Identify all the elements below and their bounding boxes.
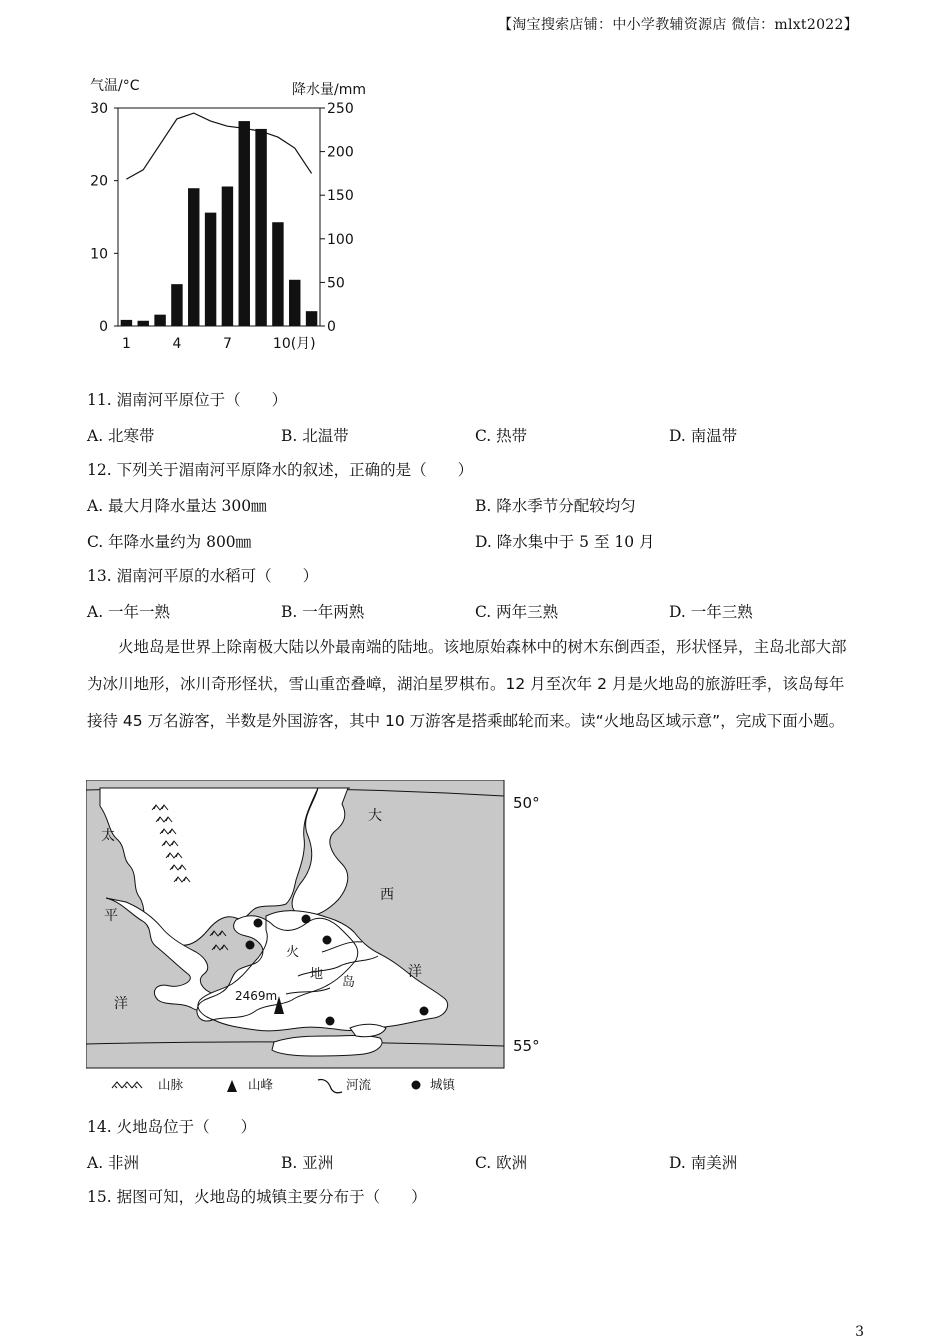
- atlantic-label-2: 西: [380, 887, 394, 903]
- question-14-stem: 14. 火地岛位于（ ）: [87, 1118, 257, 1136]
- month-tick-label: 10(月): [272, 336, 316, 352]
- question-11-stem: 11. 湄南河平原位于（ ）: [87, 391, 288, 409]
- q13-option-c: C. 两年三熟: [475, 603, 559, 621]
- q13-option-b: B. 一年两熟: [281, 603, 365, 621]
- atlantic-label-3: 洋: [408, 964, 422, 980]
- month-tick-label: 1: [121, 336, 131, 352]
- q11-option-b: B. 北温带: [281, 427, 349, 445]
- precip-tick-label: 200: [327, 144, 354, 161]
- town-dot: [254, 919, 263, 928]
- town-dot: [323, 936, 332, 945]
- precip-bar: [272, 222, 283, 326]
- temp-tick-label: 20: [90, 173, 108, 190]
- legend-mountain-label: 山脉: [158, 1077, 184, 1092]
- precip-tick-label: 100: [327, 231, 354, 248]
- q12-option-c: C. 年降水量约为 800㎜: [87, 533, 252, 551]
- question-13-stem: 13. 湄南河平原的水稻可（ ）: [87, 567, 319, 585]
- precip-bar: [205, 213, 216, 326]
- peak-elevation-label: 2469m: [235, 989, 278, 1003]
- legend-river-label: 河流: [346, 1077, 372, 1092]
- town-dot: [302, 915, 311, 924]
- q13-option-a: A. 一年一熟: [87, 603, 171, 621]
- pacific-label-3: 洋: [114, 996, 128, 1012]
- climate-chart: [80, 72, 390, 362]
- q14-option-a: A. 非洲: [87, 1154, 140, 1172]
- temp-axis-label: 气温/°C: [90, 78, 140, 94]
- precip-tick-label: 50: [327, 275, 345, 292]
- island-label-2: 地: [310, 967, 324, 982]
- precip-bar: [171, 284, 182, 326]
- island-label-1: 火: [286, 945, 300, 960]
- precip-bar: [306, 311, 317, 326]
- temp-tick-label: 0: [99, 319, 108, 335]
- lat-55-label: 55°: [513, 1037, 540, 1055]
- q13-option-d: D. 一年三熟: [669, 603, 753, 621]
- question-15-stem: 15. 据图可知，火地岛的城镇主要分布于（ ）: [87, 1188, 427, 1206]
- legend-mountain-icon: [112, 1082, 142, 1088]
- precip-bar: [239, 121, 250, 326]
- legend-river-icon: [318, 1079, 342, 1092]
- precip-bar: [255, 129, 266, 326]
- town-dot: [246, 941, 255, 950]
- atlantic-label-1: 大: [368, 808, 382, 824]
- precip-tick-label: 150: [327, 188, 354, 205]
- precip-axis-label: 降水量/mm: [292, 82, 366, 98]
- q11-option-a: A. 北寒带: [87, 427, 155, 445]
- legend-peak-icon: [227, 1080, 237, 1092]
- precip-bar: [121, 320, 132, 326]
- q14-option-d: D. 南美洲: [669, 1154, 738, 1172]
- page-header: 【淘宝搜索店铺：中小学教辅资源店 微信：mlxt2022】: [497, 17, 858, 33]
- precip-tick-label: 0: [327, 319, 336, 335]
- page-number: 3: [855, 1324, 864, 1340]
- month-tick-label: 7: [222, 336, 232, 352]
- map-legend: [112, 1077, 457, 1093]
- precip-tick-label: 250: [327, 101, 354, 117]
- tierra-del-fuego-map: [86, 780, 556, 1100]
- q11-option-d: D. 南温带: [669, 427, 738, 445]
- legend-town-label: 城镇: [430, 1077, 456, 1092]
- town-dot: [326, 1017, 335, 1026]
- temp-tick-label: 10: [90, 246, 108, 263]
- q12-option-d: D. 降水集中于 5 至 10 月: [475, 533, 655, 551]
- precip-bar: [222, 186, 233, 326]
- q11-option-c: C. 热带: [475, 427, 528, 445]
- precip-bar: [138, 321, 149, 326]
- q14-option-c: C. 欧洲: [475, 1154, 528, 1172]
- pacific-label-2: 平: [104, 908, 118, 924]
- precip-bar: [188, 188, 199, 326]
- legend-town-icon: [412, 1081, 421, 1090]
- temperature-line: [126, 113, 311, 179]
- pacific-label-1: 太: [101, 828, 115, 844]
- lat-50-label: 50°: [513, 794, 540, 812]
- precip-bar: [154, 315, 165, 326]
- question-12-stem: 12. 下列关于湄南河平原降水的叙述，正确的是（ ）: [87, 461, 474, 479]
- town-dot: [420, 1007, 429, 1016]
- q12-option-b: B. 降水季节分配较均匀: [475, 497, 636, 515]
- reading-paragraph: 火地岛是世界上除南极大陆以外最南端的陆地。该地原始森林中的树木东倒西歪，形状怪异，主岛北部大部为冰川地形，冰川奇形怪状，雪山重峦叠嶂，湖泊星罗棋布。12 月至次年 2 月是火地岛的旅游旺季，该岛每年接待 45 万名游客，半数是外国游客，其中 10 万游客是搭乘邮轮而来。读“火地岛区域示意”，完成下面小题。: [87, 638, 847, 730]
- month-tick-label: 4: [172, 336, 182, 352]
- q14-option-b: B. 亚洲: [281, 1154, 334, 1172]
- q12-option-a: A. 最大月降水量达 300㎜: [87, 497, 267, 515]
- temp-tick-label: 30: [90, 101, 108, 117]
- legend-peak-label: 山峰: [248, 1077, 274, 1092]
- southern-island: [272, 1036, 382, 1057]
- precip-bar: [289, 280, 300, 326]
- island-label-3: 岛: [342, 975, 356, 990]
